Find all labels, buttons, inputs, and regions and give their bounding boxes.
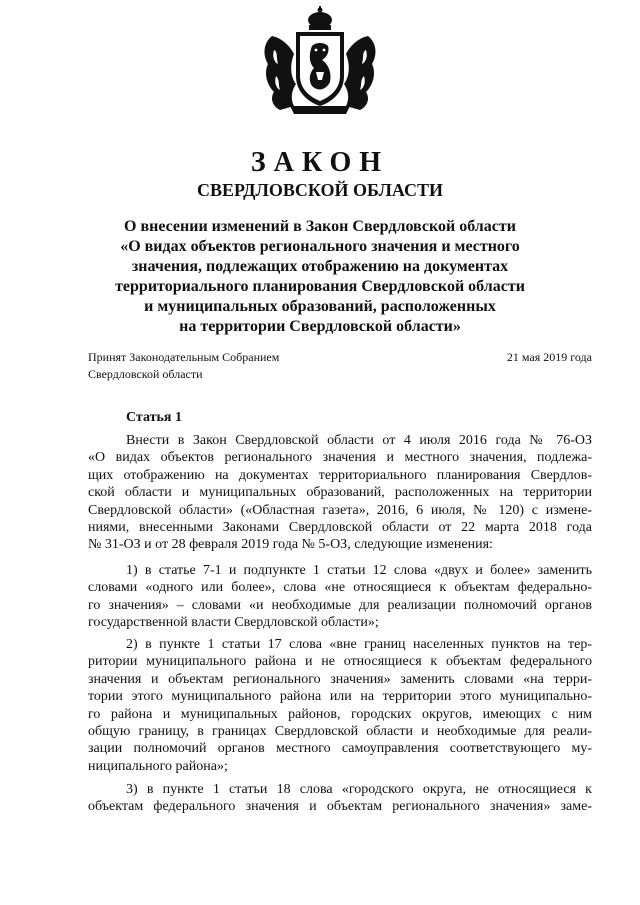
left-supporter-icon	[265, 36, 296, 110]
text-line: общую границу, в границах Свердловской области и необходимые для реали-	[88, 724, 592, 740]
text-line: 2) в пункте 1 статьи 17 слова «вне границ населенных пунктов на тер-	[126, 637, 592, 652]
text-line: го района и муниципальных районов, городских округов, имеющих с ним	[88, 706, 592, 722]
text-line: ниями, внесенными Законами Свердловской области от 22 марта 2018 года	[88, 520, 592, 536]
amendment-item-3	[88, 781, 592, 816]
coat-of-arms-emblem	[260, 6, 380, 116]
heading-line: «О видах объектов регионального значения и местного	[120, 238, 520, 255]
sable-icon	[310, 43, 331, 89]
text-line: го значения» – словами «и необходимые для реализации полномочий органов	[88, 597, 592, 613]
text-line: ритории муниципального района и не относящиеся к объектам федерального	[88, 654, 592, 670]
text-line: № 31-ОЗ и от 28 февраля 2019 года № 5-ОЗ, следующие изменения:	[88, 537, 493, 553]
crown-icon	[308, 6, 332, 30]
text-line: ской области и муниципальных образований, расположенных на территории	[88, 485, 592, 501]
text-line: щих отображению на документах территориального планирования Свердлов-	[88, 467, 592, 483]
heading-line: территориального планирования Свердловской области	[115, 278, 525, 295]
article-title: Статья 1	[126, 410, 182, 425]
text-line: Свердловской области» («Областная газета», 2016, 6 июля, № 120) с измене-	[88, 502, 592, 518]
text-line: «О видах объектов регионального значения и местного значения, подлежа-	[88, 450, 592, 466]
text-line: ниципального района»;	[88, 758, 228, 774]
text-line: тории этого муниципального района или на территории этого муниципально-	[88, 689, 592, 705]
law-heading	[60, 217, 580, 337]
heading-line: О внесении изменений в Закон Свердловской области	[124, 218, 516, 235]
adoption-date: 21 мая 2019 года	[506, 350, 592, 364]
text-line: зации полномочий органов местного самоуправления соответствующего му-	[88, 741, 592, 757]
region-subtitle: СВЕРДЛОВСКОЙ ОБЛАСТИ	[197, 180, 443, 200]
right-supporter-icon	[344, 36, 375, 110]
heading-line: на территории Свердловской области»	[179, 318, 461, 335]
document-type-title: ЗАКОН	[250, 147, 390, 178]
text-line: объектам федерального значения и объектам регионального значения» заме-	[88, 799, 592, 815]
text-line: словами «одного или более», слова «не относящиеся к объектам федерально-	[88, 580, 592, 596]
text-line: 3) в пункте 1 статьи 18 слова «городского округа, не относящиеся к	[126, 782, 592, 797]
heading-line: и муниципальных образований, расположенных	[144, 298, 496, 315]
heading-line: значения, подлежащих отображению на документах	[131, 258, 509, 275]
amendment-item-2	[88, 636, 592, 775]
adoption-line: Свердловской области	[88, 367, 203, 381]
adoption-body	[88, 349, 279, 383]
text-line: Внести в Закон Свердловской области от 4 июля 2016 года № 76-ОЗ	[126, 433, 592, 448]
text-line: государственной власти Свердловской области»;	[88, 615, 379, 631]
text-line: значения и объектам регионального значения» заменить словами «на терри-	[88, 671, 592, 687]
intro-paragraph	[88, 432, 592, 554]
amendment-item-1	[88, 562, 592, 632]
text-line: 1) в статье 7-1 и подпункте 1 статьи 12 слова «двух и более» заменить	[126, 563, 592, 578]
adoption-line: Принят Законодательным Собранием	[88, 350, 280, 364]
